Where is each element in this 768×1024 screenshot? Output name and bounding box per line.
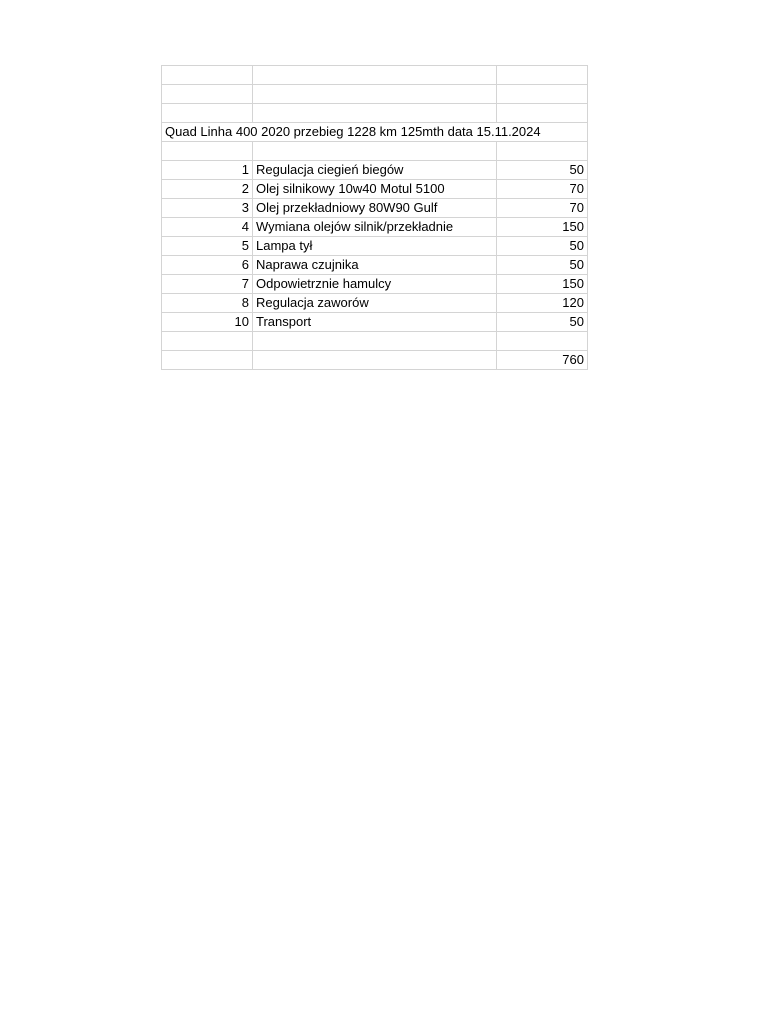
table-row [162,199,588,218]
item-number: 3 [162,199,253,218]
empty-row [162,142,588,161]
item-price: 70 [497,180,588,199]
item-price: 120 [497,294,588,313]
cell [253,332,497,351]
total-amount: 760 [497,351,588,370]
item-price: 50 [497,256,588,275]
cell [253,66,497,85]
cell [162,332,253,351]
item-price: 50 [497,313,588,332]
cell [497,142,588,161]
item-price: 50 [497,161,588,180]
item-description: Olej przekładniowy 80W90 Gulf [253,199,497,218]
cell [253,351,497,370]
cell [162,66,253,85]
item-number: 5 [162,237,253,256]
item-description: Regulacja zaworów [253,294,497,313]
table-row [162,313,588,332]
empty-row [162,104,588,123]
item-number: 2 [162,180,253,199]
item-price: 150 [497,218,588,237]
table-row [162,275,588,294]
cell [162,104,253,123]
empty-row [162,332,588,351]
item-description: Transport [253,313,497,332]
cell [253,104,497,123]
table-row [162,256,588,275]
table-row [162,218,588,237]
item-price: 150 [497,275,588,294]
empty-row [162,66,588,85]
title-row [162,123,588,142]
item-description: Lampa tył [253,237,497,256]
item-number: 7 [162,275,253,294]
item-description: Olej silnikowy 10w40 Motul 5100 [253,180,497,199]
cell [497,85,588,104]
item-number: 4 [162,218,253,237]
cell [162,142,253,161]
table-row [162,294,588,313]
item-number: 10 [162,313,253,332]
item-price: 70 [497,199,588,218]
cell [162,85,253,104]
cell [162,351,253,370]
item-number: 1 [162,161,253,180]
item-description: Regulacja ciegień biegów [253,161,497,180]
item-number: 8 [162,294,253,313]
total-row [162,351,588,370]
cell [497,66,588,85]
item-price: 50 [497,237,588,256]
item-description: Odpowietrznie hamulcy [253,275,497,294]
spreadsheet-table [161,65,588,370]
cell [253,142,497,161]
item-description: Wymiana olejów silnik/przekładnie [253,218,497,237]
document-title: Quad Linha 400 2020 przebieg 1228 km 125mth data 15.11.2024 [162,123,588,142]
table-row [162,161,588,180]
empty-row [162,85,588,104]
item-number: 6 [162,256,253,275]
table-row [162,237,588,256]
cell [497,332,588,351]
cell [253,85,497,104]
table-row [162,180,588,199]
cell [497,104,588,123]
item-description: Naprawa czujnika [253,256,497,275]
